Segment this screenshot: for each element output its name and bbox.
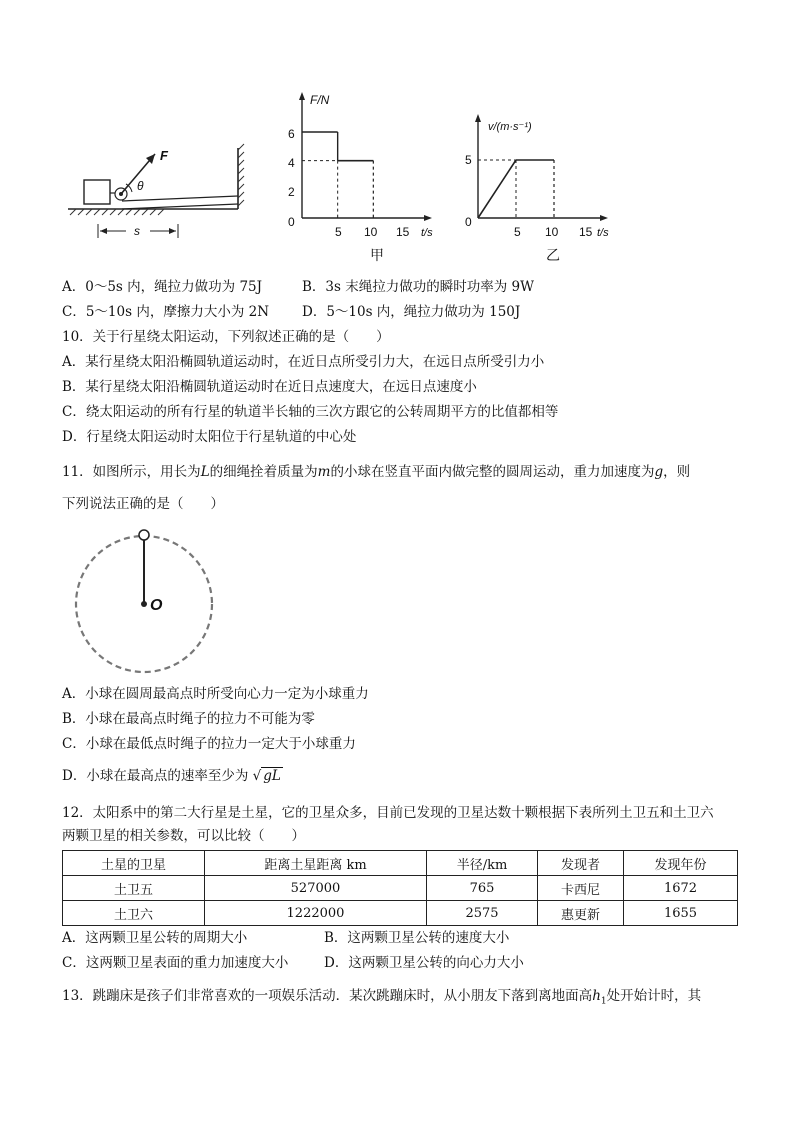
q12-option-c[interactable]: C．这两颗卫星表面的重力加速度大小: [62, 955, 289, 971]
var-h-subscript: 1: [600, 996, 607, 1007]
table-cell: 1655: [623, 901, 737, 926]
q11-stem-part2: 的细绳拴着质量为: [209, 464, 318, 480]
q10-option-a[interactable]: A．某行星绕太阳沿椭圆轨道运动时，在近日点所受引力大，在远日点所受引力小: [62, 354, 545, 370]
var-g: g: [654, 464, 664, 480]
graph-b-x-tick-5: 5: [514, 225, 521, 239]
q11-stem-part4: ，则: [663, 464, 691, 480]
angle-label: θ: [137, 179, 144, 193]
table-header-row: [63, 851, 738, 876]
q9-option-c[interactable]: C．5～10s 内，摩擦力大小为 2N: [62, 304, 270, 320]
q12-stem-line1: 12．太阳系中的第二大行星是土星，它的卫星众多，目前已发现的卫星达数十颗根据下表所列土卫五和土卫六: [62, 805, 714, 821]
graph-b-series: [478, 160, 554, 218]
force-label: F: [160, 148, 168, 163]
q11-stem-part3: 的小球在竖直平面内做完整的圆周运动，重力加速度为: [330, 464, 655, 480]
graph-a-caption: 甲: [370, 247, 384, 263]
table-cell: 土卫六: [63, 901, 205, 926]
q10-option-d[interactable]: D．行星绕太阳运动时太阳位于行星轨道的中心处: [62, 429, 357, 445]
q13-stem: [62, 986, 701, 1012]
satellite-table: [62, 850, 738, 926]
table-header-cell: 距离土星距离 km: [204, 851, 426, 876]
ball: [139, 530, 149, 540]
q11-option-c[interactable]: C．小球在最低点时绳子的拉力一定大于小球重力: [62, 736, 356, 752]
distance-label: s: [134, 224, 140, 238]
table-row: [63, 876, 738, 901]
q13-stem-part2: 处开始计时，其: [606, 988, 702, 1004]
q11-stem-line2: 下列说法正确的是（ ）: [62, 496, 224, 512]
graph-a-x-tick-10: 10: [364, 225, 378, 239]
graph-b-y-tick-5: 5: [465, 153, 472, 167]
table-cell: 527000: [204, 876, 426, 901]
center-point: [141, 601, 147, 607]
graph-a-x-label: t/s: [421, 227, 433, 239]
graph-a-y-tick-2: 2: [288, 185, 295, 199]
graph-a-y-tick-0: 0: [288, 215, 295, 229]
table-cell: 765: [427, 876, 538, 901]
q12-option-d[interactable]: D．这两颗卫星公转的向心力大小: [324, 955, 524, 971]
q10-option-b[interactable]: B．某行星绕太阳沿椭圆轨道运动时在近日点速度大，在远日点速度小: [62, 379, 477, 395]
table-cell: 土卫五: [63, 876, 205, 901]
q11-circle-figure: [72, 528, 222, 678]
table-header-cell: 土星的卫星: [63, 851, 205, 876]
table-header-cell: 发现年份: [623, 851, 737, 876]
graph-a-y-tick-6: 6: [288, 127, 295, 141]
var-m: m: [317, 464, 331, 480]
graph-b-x-label: t/s: [597, 227, 609, 239]
graph-b-y-label: v/(m·s⁻¹): [488, 121, 532, 133]
table-header-cell: 半径/km: [427, 851, 538, 876]
q11-option-b[interactable]: B．小球在最高点时绳子的拉力不可能为零: [62, 711, 315, 727]
var-h: h: [592, 988, 601, 1004]
q9-option-d[interactable]: D．5～10s 内，绳拉力做功为 150J: [302, 304, 521, 320]
table-cell: 1222000: [204, 901, 426, 926]
graph-b-caption: 乙: [546, 247, 560, 263]
graph-a-y-label: F/N: [310, 93, 330, 107]
q11-stem-part1: 11．如图所示，用长为: [62, 464, 201, 480]
q11-option-d-text: D．小球在最高点的速率至少为: [62, 768, 249, 784]
table-header-cell: 发现者: [537, 851, 623, 876]
graph-a-x-tick-5: 5: [335, 225, 342, 239]
table-cell: 1672: [623, 876, 737, 901]
q12-option-a[interactable]: A．这两颗卫星公转的周期大小: [62, 930, 248, 946]
mechanics-sketch: [68, 144, 244, 238]
var-L: L: [200, 464, 210, 480]
q11-stem: [62, 462, 690, 482]
graph-b-segment: [478, 160, 516, 218]
q13-stem-part1: 13．跳蹦床是孩子们非常喜欢的一项娱乐活动．某次跳蹦床时，从小朋友下落到离地面高: [62, 988, 593, 1004]
q9-option-a[interactable]: A．0～5s 内，绳拉力做功为 75J: [62, 279, 263, 295]
graph-velocity-time: [465, 114, 609, 263]
q11-option-a[interactable]: A．小球在圆周最高点时所受向心力一定为小球重力: [62, 686, 369, 702]
graph-a-series: [302, 132, 373, 218]
sqrt-expression: √ gL: [252, 768, 281, 784]
graph-force-time: [288, 92, 433, 263]
q9-option-b[interactable]: B．3s 末绳拉力做功的瞬时功率为 9W: [302, 279, 534, 295]
q11-option-d[interactable]: [62, 766, 283, 786]
center-label: O: [150, 597, 163, 614]
graph-b-y-tick-0: 0: [465, 215, 472, 229]
graph-a-y-tick-4: 4: [288, 156, 295, 170]
q10-option-c[interactable]: C．绕太阳运动的所有行星的轨道半长轴的三次方跟它的公转周期平方的比值都相等: [62, 404, 559, 420]
sqrt-radicand: gL: [263, 768, 281, 784]
table-row: [63, 901, 738, 926]
graph-b-x-tick-10: 10: [545, 225, 559, 239]
table-cell: 卡西尼: [537, 876, 623, 901]
q12-option-b[interactable]: B．这两颗卫星公转的速度大小: [324, 930, 510, 946]
q10-stem: 10．关于行星绕太阳运动，下列叙述正确的是（ ）: [62, 329, 390, 345]
q12-stem-line2: 两颗卫星的相关参数，可以比较（ ）: [62, 828, 305, 844]
table-cell: 2575: [427, 901, 538, 926]
q9-figure-block: [60, 88, 650, 270]
graph-a-x-tick-15: 15: [396, 225, 410, 239]
graph-b-x-tick-15: 15: [579, 225, 593, 239]
block-box: [84, 180, 110, 204]
table-cell: 惠更新: [537, 901, 623, 926]
